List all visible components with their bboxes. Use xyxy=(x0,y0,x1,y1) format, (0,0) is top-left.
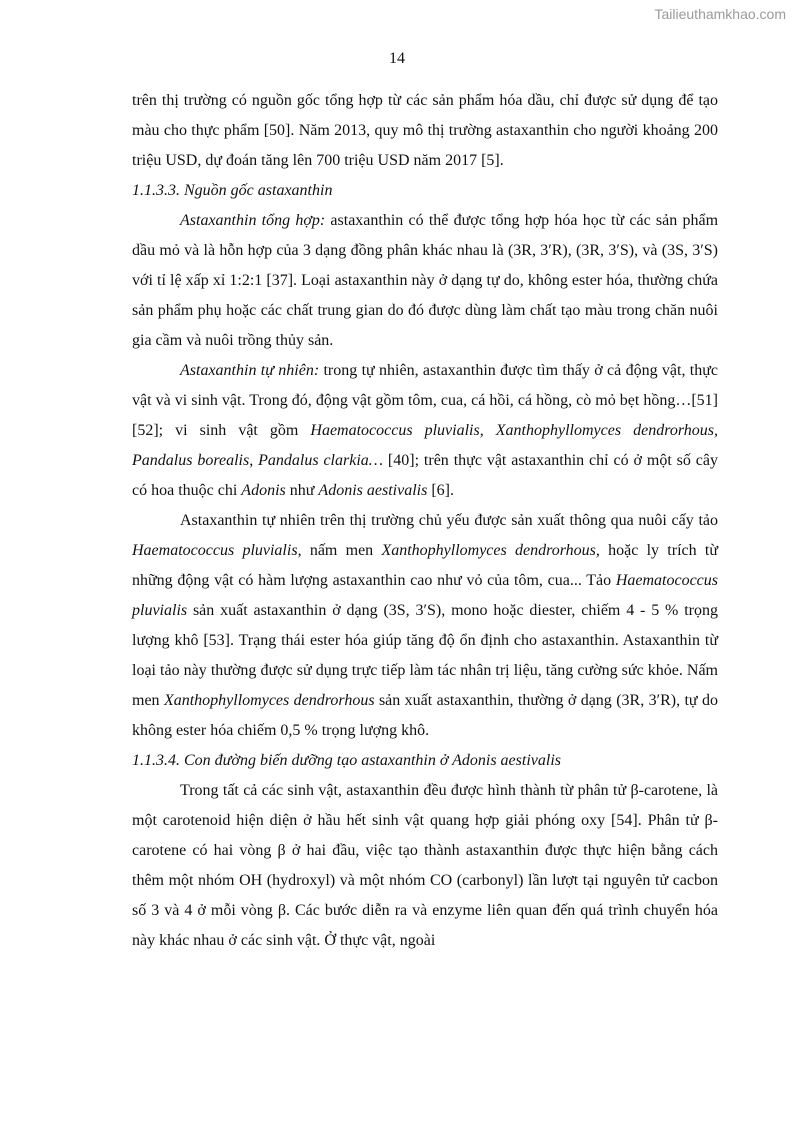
paragraph-synthetic-astaxanthin xyxy=(132,206,718,356)
species-name: Xanthophyllomyces dendrorhous xyxy=(163,692,375,709)
paragraph-text: , nấm men xyxy=(297,542,382,559)
section-heading-1-1-3-3: 1.1.3.3. Nguồn gốc astaxanthin xyxy=(132,182,333,199)
genus-name: Adonis xyxy=(241,482,286,499)
species-name: Haematococcus pluvialis xyxy=(132,572,718,619)
paragraph-market-sources xyxy=(132,506,718,746)
paragraph-text: trong tự nhiên, astaxanthin được tìm thấy ở cả động vật, thực vật và vi sinh vật. Trong đó, động vật gồm tôm, cua, cá hồi, cá hồng, cò mỏ bẹt hồng…[51][52]; vi sinh vật gồm xyxy=(132,362,718,439)
species-name: Adonis aestivalis xyxy=(318,482,428,499)
document-body xyxy=(132,86,718,956)
page-number: 14 xyxy=(389,50,405,67)
paragraph-text: Astaxanthin tự nhiên trên thị trường chủ yếu được sản xuất thông qua nuôi cấy tảo xyxy=(180,512,718,529)
paragraph-text: như xyxy=(285,482,319,499)
watermark: Tailieuthamkhao.com xyxy=(654,6,786,22)
paragraph-text: sản xuất astaxanthin ở dạng (3S, 3′S), mono hoặc diester, chiếm 4 - 5 % trọng lượng khô [53]. Trạng thái ester hóa giúp tăng độ ổn định cho astaxanthin. Astaxanthin từ loại tảo này thường được sử dụng trực tiếp làm tác nhân trị liệu, tăng cường sức khỏe. Nấm men xyxy=(132,602,718,709)
term-natural: Astaxanthin tự nhiên: xyxy=(180,362,320,379)
term-synthetic: Astaxanthin tổng hợp: xyxy=(180,212,326,229)
section-heading-1-1-3-4: 1.1.3.4. Con đường biến dưỡng tạo astaxanthin ở Adonis aestivalis xyxy=(132,752,561,769)
species-name: Xanthophyllomyces dendrorhous, xyxy=(381,542,600,559)
paragraph-natural-astaxanthin xyxy=(132,356,718,506)
paragraph-text: [6]. xyxy=(427,482,454,499)
paragraph-intro: trên thị trường có nguồn gốc tổng hợp từ các sản phẩm hóa dầu, chỉ được sử dụng để tạo màu cho thực phẩm [50]. Năm 2013, quy mô thị trường astaxanthin cho người khoảng 200 triệu USD, dự đoán tăng lên 700 triệu USD năm 2017 [5]. xyxy=(132,92,718,169)
paragraph-text: hoặc ly trích từ những động vật có hàm lượng astaxanthin cao như vỏ của tôm, cua... Tảo xyxy=(132,542,719,589)
paragraph-biosynthesis: Trong tất cả các sinh vật, astaxanthin đều được hình thành từ phân tử β-carotene, là một carotenoid hiện diện ở hầu hết sinh vật quang hợp giải phóng oxy [54]. Phân tử β-carotene có hai vòng β ở hai đầu, việc tạo thành astaxanthin được thực hiện bằng cách thêm một nhóm OH (hydroxyl) và một nhóm CO (carbonyl) lần lượt tại nguyên tử cacbon số 3 và 4 ở mỗi vòng β. Các bước diễn ra và enzyme liên quan đến quá trình chuyển hóa này khác nhau ở các sinh vật. Ở thực vật, ngoài xyxy=(132,782,718,949)
paragraph-text: astaxanthin có thể được tổng hợp hóa học từ các sản phẩm dầu mỏ và là hỗn hợp của 3 dạng đồng phân khác nhau là (3R, 3′R), (3R, 3′S), và (3S, 3′S) với tỉ lệ xấp xỉ 1:2:1 [37]. Loại astaxanthin này ở dạng tự do, không ester hóa, thường chứa sản phẩm phụ hoặc các chất trung gian do đó được dùng làm chất tạo màu trong chăn nuôi gia cầm và nuôi trồng thủy sản. xyxy=(132,212,719,349)
species-name: Haematococcus pluvialis xyxy=(132,542,298,559)
paragraph-text: [40]; trên thực vật astaxanthin chỉ có ở một số cây có hoa thuộc chi xyxy=(132,452,718,499)
species-names: Haematococcus pluvialis, Xanthophyllomyces dendrorhous, Pandalus borealis, Pandalus clarkia… xyxy=(132,422,718,469)
paragraph-text: sản xuất astaxanthin, thường ở dạng (3R, 3′R), tự do không ester hóa chiếm 0,5 % trọng lượng khô. xyxy=(132,692,719,739)
